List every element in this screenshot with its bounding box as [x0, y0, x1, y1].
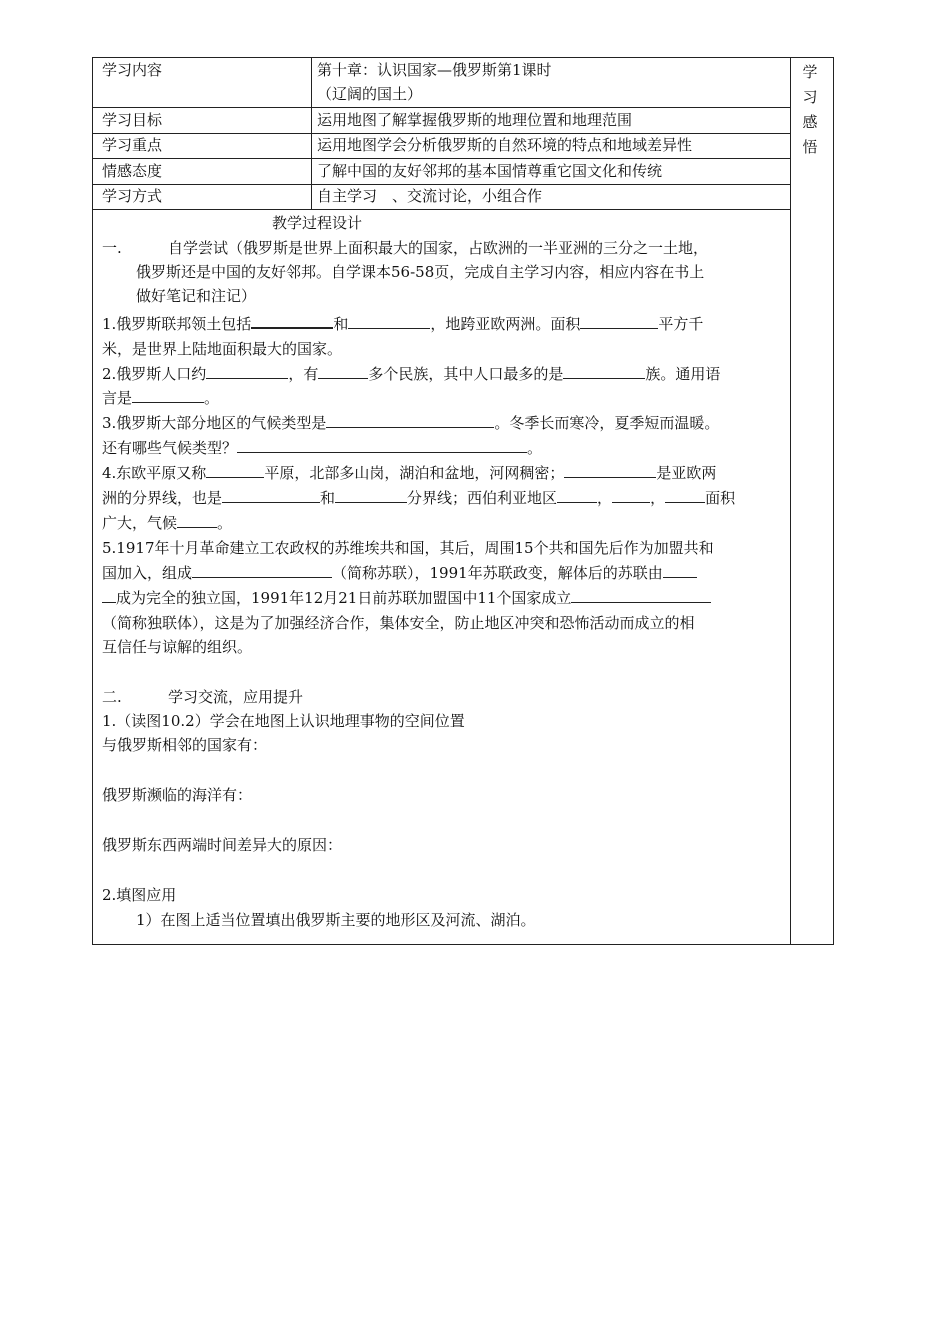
- row-label-method: 学习方式: [102, 187, 163, 205]
- answer-blank[interactable]: [192, 563, 332, 578]
- row-label-content: 学习内容: [102, 61, 163, 79]
- row-value-focus: 运用地图学会分析俄罗斯的自然环境的特点和地域差异性: [317, 136, 693, 154]
- row-divider: [92, 209, 790, 210]
- row-divider: [92, 158, 790, 159]
- column-divider-reflection: [790, 57, 791, 944]
- answer-blank[interactable]: [102, 588, 116, 603]
- answer-blank[interactable]: [612, 488, 650, 503]
- answer-blank[interactable]: [665, 488, 705, 503]
- question-5-line4: （简称独联体），这是为了加强经济合作，集体安全，防止地区冲突和恐怖活动而成立的相: [102, 614, 695, 632]
- answer-blank[interactable]: [580, 314, 658, 329]
- part2-heading: 学习交流，应用提升: [168, 688, 304, 706]
- answer-blank[interactable]: [326, 413, 494, 428]
- question-3-line2: 还有哪些气候类型？ 。: [102, 439, 543, 457]
- row-value-method: 自主学习 、交流讨论，小组合作: [317, 187, 543, 205]
- answer-blank[interactable]: [557, 488, 597, 503]
- question-2: 2.俄罗斯人口约 ，有 多个民族，其中人口最多的是 族。通用语: [102, 365, 721, 383]
- answer-blank[interactable]: [206, 463, 264, 478]
- question-4-line3: 广大，气候 。: [102, 514, 233, 532]
- question-5-line5: 互信任与谅解的组织。: [102, 638, 253, 656]
- reflection-char: 习: [802, 88, 818, 106]
- question-1: 1.俄罗斯联邦领土包括 和 ，地跨亚欧两洲。面积 平方千: [102, 315, 704, 333]
- part1-heading: 自学尝试（俄罗斯是世界上面积最大的国家，占欧洲的一半亚洲的三分之一土地，: [168, 239, 709, 257]
- row-label-goal: 学习目标: [102, 111, 163, 129]
- answer-blank[interactable]: [335, 488, 407, 503]
- part2-question-2-task: 1）在图上适当位置填出俄罗斯主要的地形区及河流、湖泊。: [136, 911, 536, 929]
- answer-blank[interactable]: [222, 488, 320, 503]
- answer-blank[interactable]: [571, 588, 711, 603]
- part2-question-2: 2.填图应用: [102, 886, 177, 904]
- question-4: 4.东欧平原又称 平原，北部多山岗，湖泊和盆地，河网稠密； 是亚欧两: [102, 464, 717, 482]
- section-title: 教学过程设计: [272, 214, 363, 232]
- question-5-line2: 国加入，组成 （简称苏联），1991年苏联政变，解体后的苏联由: [102, 561, 697, 585]
- answer-blank[interactable]: [251, 313, 333, 329]
- reflection-column-label: [798, 60, 822, 160]
- question-2-line2: 言是 。: [102, 389, 220, 407]
- answer-blank[interactable]: [318, 364, 368, 379]
- reflection-char: 感: [802, 113, 818, 131]
- part1-heading-line2: 俄罗斯还是中国的友好邻邦。自学课本56-58页，完成自主学习内容，相应内容在书上: [136, 263, 705, 281]
- row-value-goal: 运用地图了解掌握俄罗斯的地理位置和地理范围: [317, 111, 633, 129]
- answer-blank[interactable]: [348, 314, 430, 329]
- question-5: 5.1917年十月革命建立工农政权的苏维埃共和国，其后，周围15个共和国先后作为加盟共和: [102, 539, 714, 557]
- reflection-char: 学: [802, 63, 818, 81]
- row-label-focus: 学习重点: [102, 136, 163, 154]
- row-value-content-sub: （辽阔的国土）: [317, 85, 423, 103]
- question-4-line2: 洲的分界线，也是 和 分界线；西伯利亚地区 ， ， 面积: [102, 489, 736, 507]
- answer-blank[interactable]: [563, 364, 645, 379]
- answer-blank[interactable]: [564, 463, 656, 478]
- part1-number: 一.: [102, 239, 122, 257]
- part2-number: 二.: [102, 688, 122, 706]
- row-label-attitude: 情感态度: [102, 162, 163, 180]
- answer-blank[interactable]: [132, 388, 204, 403]
- answer-blank[interactable]: [177, 513, 217, 528]
- part2-timezone-prompt: 俄罗斯东西两端时间差异大的原因：: [102, 836, 343, 854]
- row-divider: [92, 107, 790, 108]
- answer-blank[interactable]: [663, 563, 697, 578]
- part2-oceans-prompt: 俄罗斯濒临的海洋有：: [102, 786, 253, 804]
- question-1-line2: 米，是世界上陆地面积最大的国家。: [102, 340, 343, 358]
- answer-blank[interactable]: [206, 364, 288, 379]
- question-5-line3: 成为完全的独立国，1991年12月21日前苏联加盟国中11个国家成立: [102, 586, 711, 610]
- reflection-char: 悟: [802, 138, 818, 156]
- question-3: 3.俄罗斯大部分地区的气候类型是 。冬季长而寒冷，夏季短而温暖。: [102, 414, 720, 432]
- part2-question-1: 1.（读图10.2）学会在地图上认识地理事物的空间位置: [102, 712, 465, 730]
- part1-heading-line3: 做好笔记和注记）: [136, 287, 257, 305]
- part2-neighbors-prompt: 与俄罗斯相邻的国家有：: [102, 736, 268, 754]
- row-value-attitude: 了解中国的友好邻邦的基本国情尊重它国文化和传统: [317, 162, 663, 180]
- answer-blank[interactable]: [237, 438, 527, 453]
- row-value-content: 第十章：认识国家—俄罗斯第1课时: [317, 61, 552, 79]
